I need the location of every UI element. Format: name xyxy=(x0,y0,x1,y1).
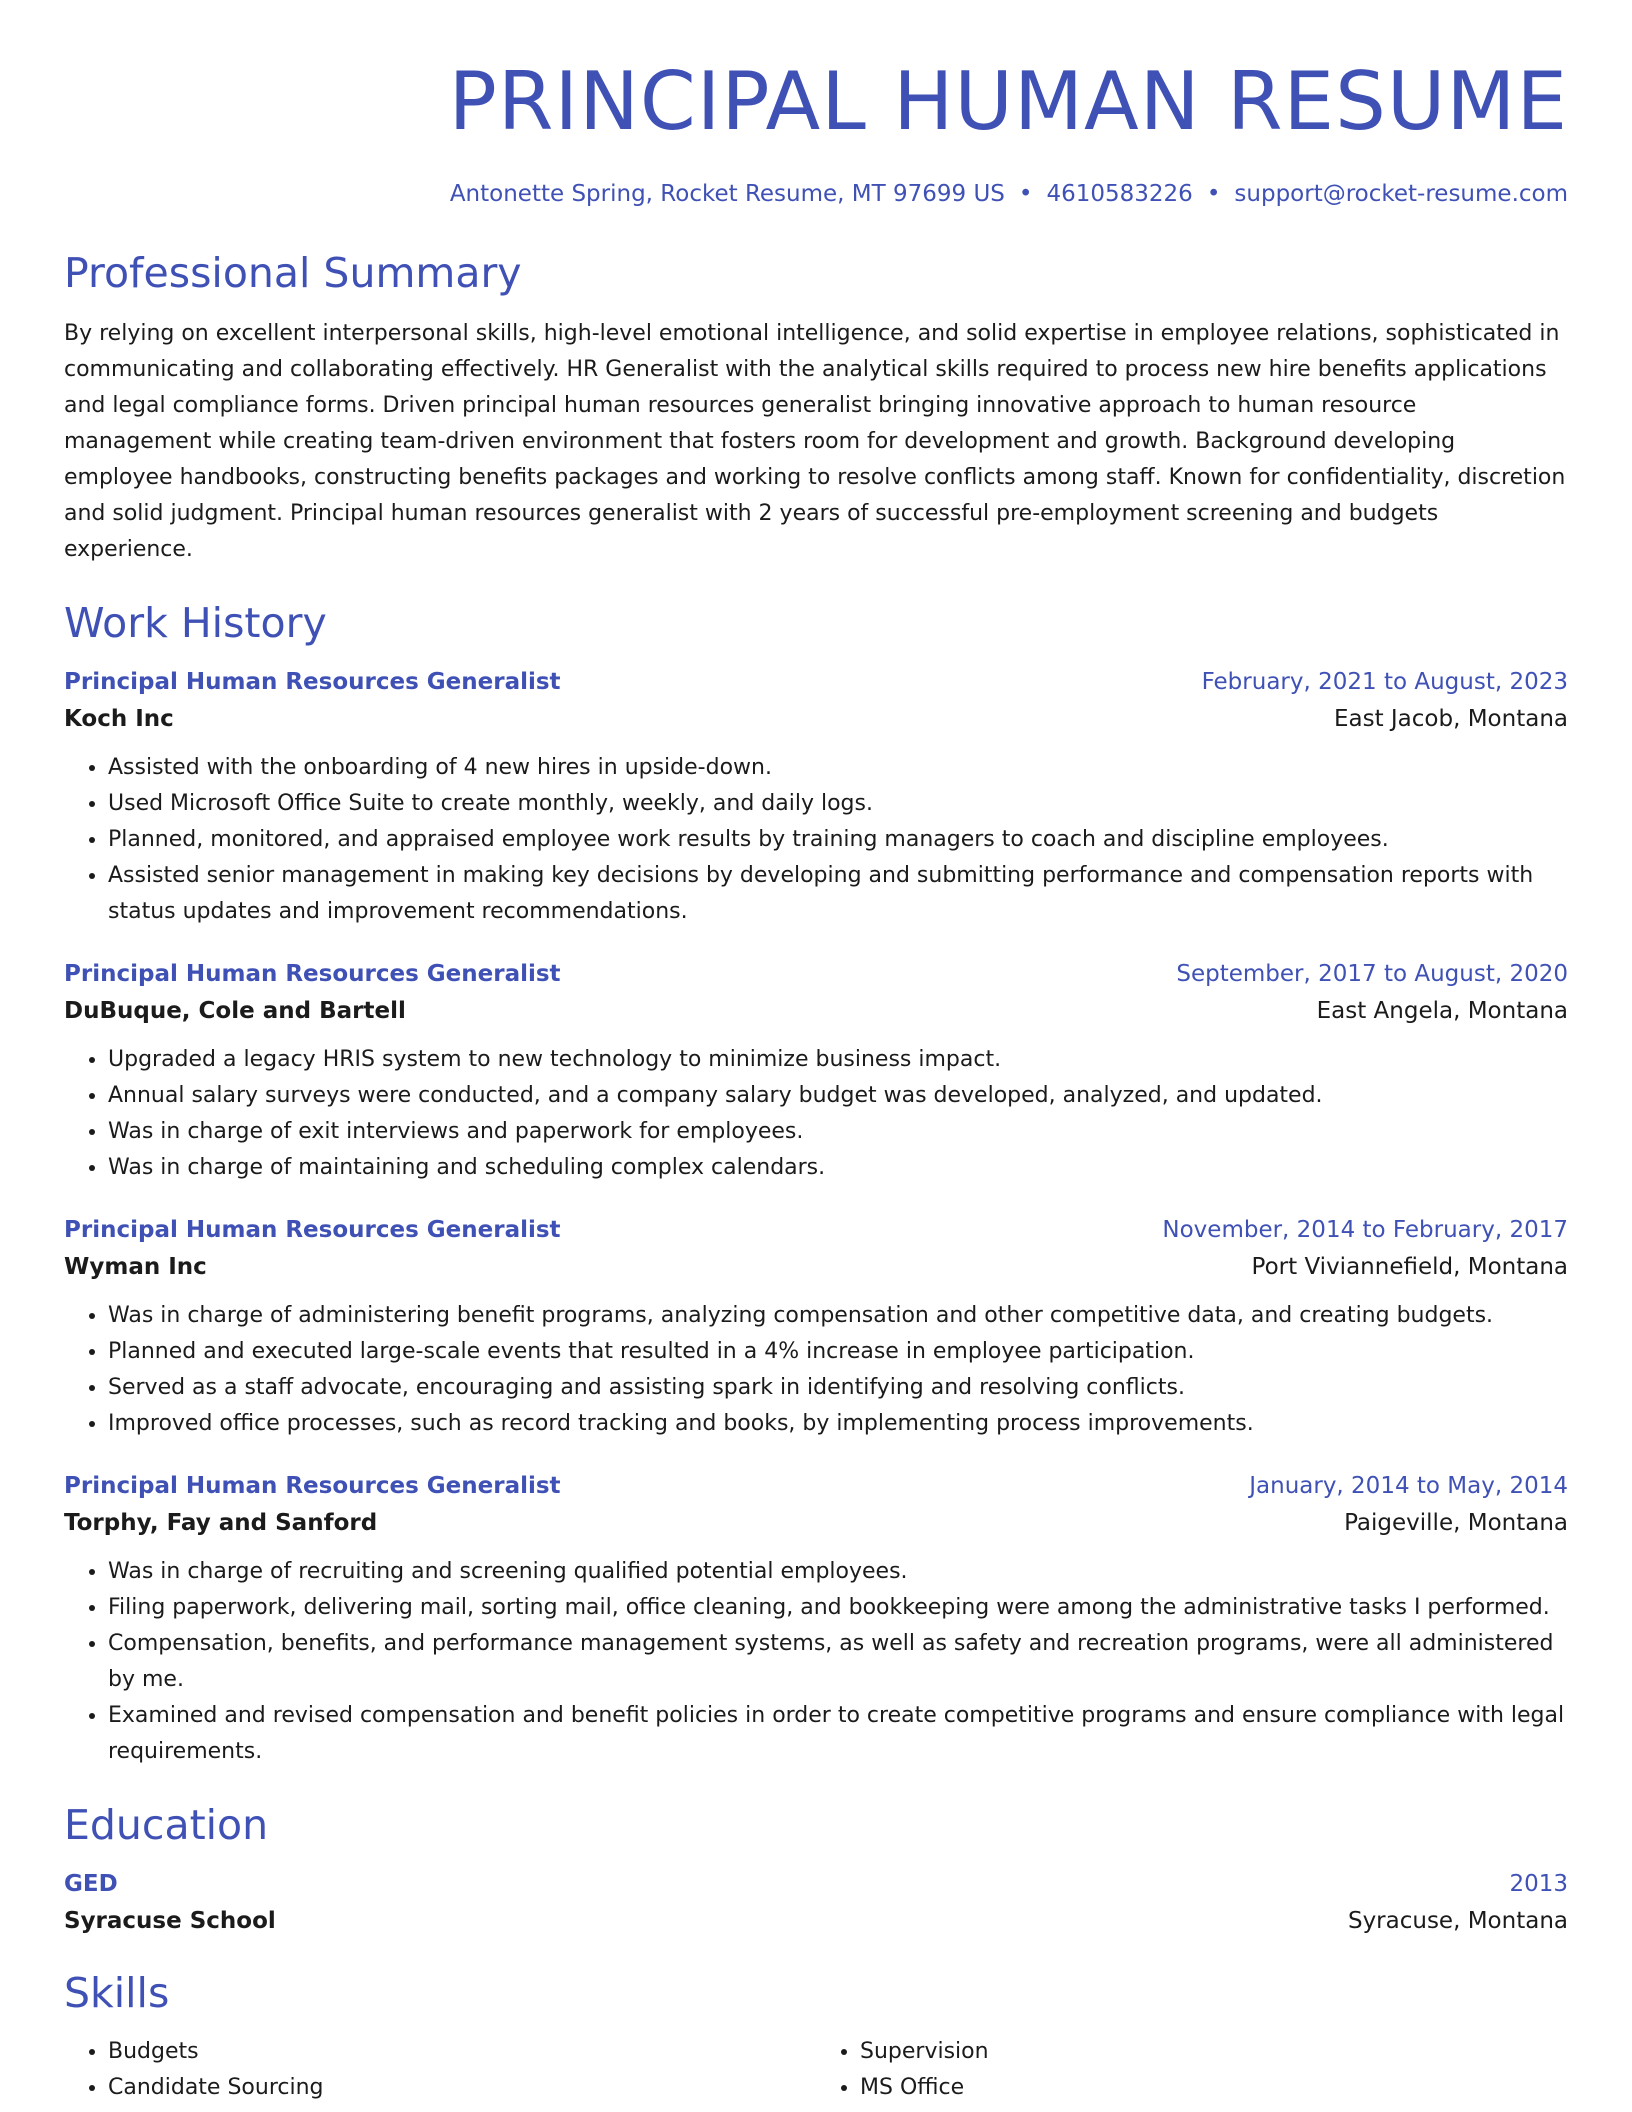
job-entry xyxy=(64,958,1568,1186)
job-bullet: • Compensation, benefits, and performance management systems, as well as safety and recreation programs, were all administered by me. xyxy=(108,1626,1568,1698)
education-school-row xyxy=(64,1900,1568,1938)
skill-item: • Candidate Sourcing xyxy=(108,2070,816,2106)
summary-text: By relying on excellent interpersonal skills, high-level emotional intelligence, and solid expertise in employee relations, sophisticated in communicating and collaborating effectively. HR Generalist with the analytical skills required to process new hire benefits applications and legal compliance forms. Driven principal human resources generalist bringing innovative approach to human resource management while creating team-driven environment that fosters room for development and growth. Background developing employee handbooks, constructing benefits packages and working to resolve conflicts among staff. Known for confidentiality, discretion and solid judgment. Principal human resources generalist with 2 years of successful pre-employment screening and budgets experience. xyxy=(64,321,1566,562)
job-bullets xyxy=(64,1554,1568,1770)
job-bullet: • Used Microsoft Office Suite to create monthly, weekly, and daily logs. xyxy=(108,786,1568,822)
job-header-row xyxy=(64,1214,1568,1246)
job-bullet: • Planned, monitored, and appraised employee work results by training managers to coach and discipline employees. xyxy=(108,822,1568,858)
contact-separator: • xyxy=(1206,181,1221,207)
job-company-row xyxy=(64,990,1568,1028)
job-dates: January, 2014 to May, 2014 xyxy=(1249,1473,1568,1499)
job-dates: November, 2014 to February, 2017 xyxy=(1162,1217,1568,1243)
job-bullet: • Was in charge of administering benefit programs, analyzing compensation and other competitive data, and creating budgets. xyxy=(108,1298,1568,1334)
education-header-row xyxy=(64,1868,1568,1900)
education-degree: GED xyxy=(64,1871,118,1897)
job-bullets xyxy=(64,1298,1568,1442)
skills-heading: Skills xyxy=(64,1969,170,2017)
skills-column-left xyxy=(64,2034,816,2106)
job-bullets xyxy=(64,750,1568,930)
job-bullets xyxy=(64,1042,1568,1186)
job-bullet: • Assisted with the onboarding of 4 new hires in upside-down. xyxy=(108,750,1568,786)
job-title: Principal Human Resources Generalist xyxy=(64,669,561,695)
job-bullet: • Assisted senior management in making key decisions by developing and submitting performance and compensation reports with status updates and improvement recommendations. xyxy=(108,858,1568,930)
job-dates: September, 2017 to August, 2020 xyxy=(1176,961,1568,987)
job-bullet: • Served as a staff advocate, encouraging and assisting spark in identifying and resolving conflicts. xyxy=(108,1370,1568,1406)
job-location: Port Viviannefield, Montana xyxy=(1251,1254,1568,1280)
contact-phone: 4610583226 xyxy=(1046,181,1193,207)
job-location: Paigeville, Montana xyxy=(1344,1510,1568,1536)
skills-column-right xyxy=(816,2034,1568,2106)
job-location: East Angela, Montana xyxy=(1316,998,1568,1024)
skill-item: • Supervision xyxy=(860,2034,1568,2070)
summary-heading: Professional Summary xyxy=(64,249,522,297)
job-bullet: • Improved office processes, such as record tracking and books, by implementing process improvements. xyxy=(108,1406,1568,1442)
job-title: Principal Human Resources Generalist xyxy=(64,1217,561,1243)
job-bullet: • Filing paperwork, delivering mail, sorting mail, office cleaning, and bookkeeping were among the administrative tasks I performed. xyxy=(108,1590,1568,1626)
job-header-row xyxy=(64,1470,1568,1502)
education-year: 2013 xyxy=(1509,1871,1568,1897)
job-company: Wyman Inc xyxy=(64,1254,207,1280)
job-dates: February, 2021 to August, 2023 xyxy=(1201,669,1568,695)
job-header-row xyxy=(64,958,1568,990)
work-history-heading: Work History xyxy=(64,599,327,647)
job-company-row xyxy=(64,1502,1568,1540)
job-title: Principal Human Resources Generalist xyxy=(64,961,561,987)
education-heading: Education xyxy=(64,1801,269,1849)
skill-item: • Budgets xyxy=(108,2034,816,2070)
resume-title: PRINCIPAL HUMAN RESUME xyxy=(448,55,1568,148)
job-bullet: • Planned and executed large-scale events that resulted in a 4% increase in employee participation. xyxy=(108,1334,1568,1370)
job-bullet: • Was in charge of maintaining and scheduling complex calendars. xyxy=(108,1150,1568,1186)
contact-line xyxy=(64,178,1568,210)
contact-email: support@rocket-resume.com xyxy=(1234,181,1568,207)
job-bullet: • Was in charge of recruiting and screening qualified potential employees. xyxy=(108,1554,1568,1590)
job-company: Koch Inc xyxy=(64,706,174,732)
skills-list xyxy=(64,2034,1568,2106)
job-entry xyxy=(64,666,1568,930)
job-header-row xyxy=(64,666,1568,698)
education-entry xyxy=(64,1868,1568,1938)
skill-item: • MS Office xyxy=(860,2070,1568,2106)
education-school: Syracuse School xyxy=(64,1908,276,1934)
job-company-row xyxy=(64,1246,1568,1284)
job-bullet: • Examined and revised compensation and benefit policies in order to create competitive programs and ensure compliance with legal requirements. xyxy=(108,1698,1568,1770)
job-company: Torphy, Fay and Sanford xyxy=(64,1510,378,1536)
contact-separator: • xyxy=(1018,181,1033,207)
job-bullet: • Upgraded a legacy HRIS system to new technology to minimize business impact. xyxy=(108,1042,1568,1078)
job-company-row xyxy=(64,698,1568,736)
job-entry xyxy=(64,1214,1568,1442)
contact-address: Antonette Spring, Rocket Resume, MT 97699 US xyxy=(449,181,1005,207)
job-title: Principal Human Resources Generalist xyxy=(64,1473,561,1499)
job-bullet: • Was in charge of exit interviews and paperwork for employees. xyxy=(108,1114,1568,1150)
job-company: DuBuque, Cole and Bartell xyxy=(64,998,406,1024)
job-entry xyxy=(64,1470,1568,1770)
job-bullet: • Annual salary surveys were conducted, and a company salary budget was developed, analyzed, and updated. xyxy=(108,1078,1568,1114)
job-location: East Jacob, Montana xyxy=(1333,706,1568,732)
education-location: Syracuse, Montana xyxy=(1347,1908,1568,1934)
